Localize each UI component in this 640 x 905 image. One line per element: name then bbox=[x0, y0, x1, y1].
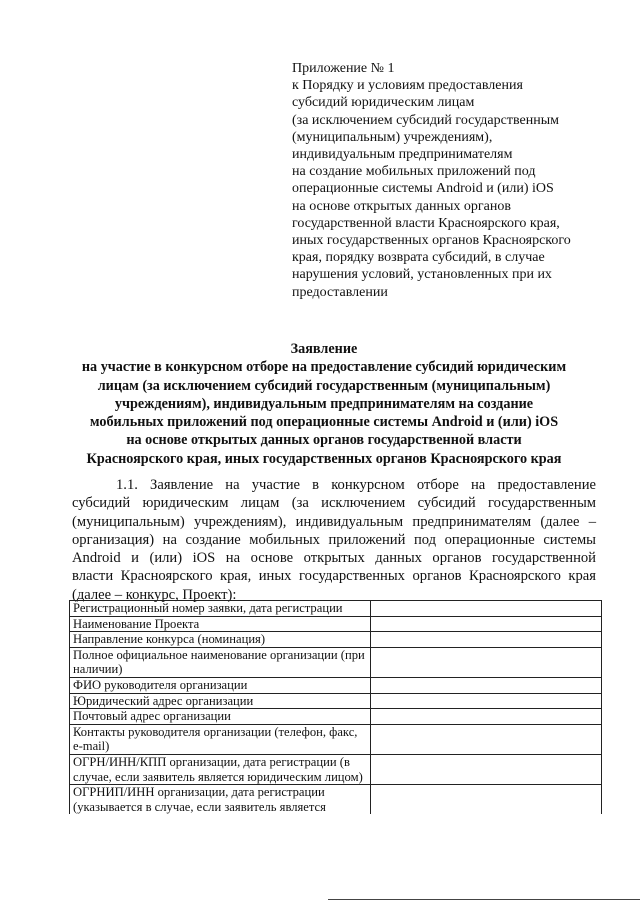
appendix-line: Приложение № 1 bbox=[292, 61, 395, 76]
appendix-line: субсидий юридическим лицам bbox=[292, 95, 475, 111]
table-row bbox=[70, 693, 602, 709]
appendix-line: (за исключением субсидий государственным bbox=[292, 112, 559, 128]
appendix-line: (муниципальным) учреждениям), bbox=[292, 129, 493, 145]
row-value bbox=[370, 647, 601, 677]
appendix-line: государственной власти Красноярского края, bbox=[292, 215, 560, 231]
document-title bbox=[40, 340, 608, 468]
appendix-line: операционные системы Android и (или) iOS bbox=[292, 181, 554, 197]
body-paragraph bbox=[72, 476, 596, 604]
row-value bbox=[370, 616, 601, 632]
row-label: Контакты руководителя организации (телефон, факс, e-mail) bbox=[70, 724, 371, 754]
appendix-line: края, порядку возврата субсидий, в случае bbox=[292, 250, 545, 266]
table-row bbox=[70, 632, 602, 648]
row-value bbox=[370, 632, 601, 648]
title-line: Красноярского края, иных государственных органов Красноярского края bbox=[86, 450, 562, 467]
appendix-header bbox=[292, 60, 612, 301]
table-row bbox=[70, 677, 602, 693]
table-row bbox=[70, 601, 602, 617]
row-value bbox=[370, 724, 601, 754]
footer-divider bbox=[328, 899, 640, 900]
table-row bbox=[70, 647, 602, 677]
row-label: Почтовый адрес организации bbox=[70, 709, 371, 725]
table-row bbox=[70, 724, 602, 754]
title-line: Заявление bbox=[290, 341, 358, 357]
row-value bbox=[370, 709, 601, 725]
application-table bbox=[69, 600, 602, 814]
table-row bbox=[70, 754, 602, 784]
row-value bbox=[370, 785, 601, 815]
title-line: лицам (за исключением субсидий государственным (муниципальным) bbox=[97, 377, 551, 394]
row-label: ОГРН/ИНН/КПП организации, дата регистрации (в случае, если заявитель является юридическим лицом) bbox=[70, 754, 371, 784]
row-label: Направление конкурса (номинация) bbox=[70, 632, 371, 648]
row-label: Регистрационный номер заявки, дата регистрации bbox=[70, 601, 371, 617]
appendix-line: предоставлении bbox=[292, 284, 388, 300]
row-label: ФИО руководителя организации bbox=[70, 677, 371, 693]
row-value bbox=[370, 677, 601, 693]
appendix-line: к Порядку и условиям предоставления bbox=[292, 78, 523, 94]
paragraph-line: субсидий юридическим лицам (за исключением субсидий государственным bbox=[72, 495, 596, 512]
title-line: учреждениям), индивидуальным предпринимателям на создание bbox=[114, 395, 534, 412]
appendix-line: иных государственных органов Красноярского bbox=[292, 233, 571, 249]
paragraph-line: организация) на создание мобильных приложений под операционные системы bbox=[72, 531, 596, 548]
title-line: на основе открытых данных органов государственной власти bbox=[126, 432, 522, 449]
paragraph-line: 1.1. Заявление на участие в конкурсном отборе на предоставление bbox=[116, 477, 596, 493]
paragraph-line: (далее – конкурс, Проект): bbox=[72, 586, 237, 603]
table-row bbox=[70, 616, 602, 632]
row-value bbox=[370, 601, 601, 617]
row-value bbox=[370, 693, 601, 709]
title-line: мобильных приложений под операционные системы Android и (или) iOS bbox=[89, 414, 559, 431]
appendix-line: нарушения условий, установленных при их bbox=[292, 267, 552, 283]
table-row bbox=[70, 785, 602, 815]
paragraph-line: власти Красноярского края, иных государственных органов Красноярского края bbox=[72, 568, 596, 585]
paragraph-line: Android и (или) iOS на основе открытых данных органов государственной bbox=[72, 550, 596, 567]
paragraph-line: (муниципальным) учреждениям), индивидуальным предпринимателям (далее – bbox=[72, 513, 596, 530]
appendix-line: на основе открытых данных органов bbox=[292, 198, 511, 214]
appendix-line: на создание мобильных приложений под bbox=[292, 164, 536, 180]
row-label: Наименование Проекта bbox=[70, 616, 371, 632]
row-label: Юридический адрес организации bbox=[70, 693, 371, 709]
appendix-line: индивидуальным предпринимателям bbox=[292, 147, 513, 163]
row-label: Полное официальное наименование организации (при наличии) bbox=[70, 647, 371, 677]
row-label: ОГРНИП/ИНН организации, дата регистрации (указывается в случае, если заявитель является bbox=[70, 785, 371, 815]
title-line: на участие в конкурсном отборе на предоставление субсидий юридическим bbox=[81, 359, 567, 376]
table-row bbox=[70, 709, 602, 725]
row-value bbox=[370, 754, 601, 784]
